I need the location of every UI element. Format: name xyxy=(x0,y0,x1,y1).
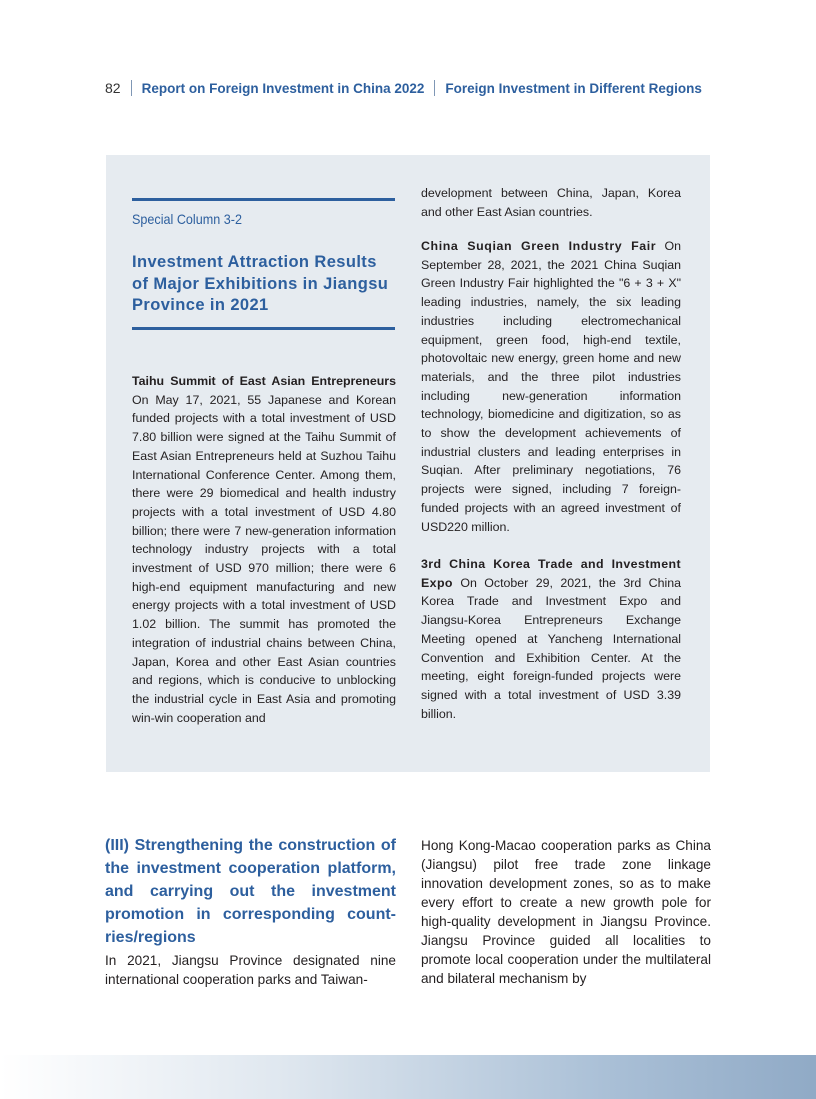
section-heading: (III) Strengthening the construction of the investment cooperation platform, and carrying out the investment promotion in corresponding count-ries/regions xyxy=(105,837,396,946)
suqian-fair-heading: China Suqian Green Industry Fair xyxy=(421,239,657,253)
section-paragraph-right: Hong Kong-Macao cooperation parks as China (Jiangsu) pilot free trade zone linkage innovation development zones, so as to make every effort to create a new growth pole for high-quality development in Jiangsu Province. Jiangsu Province guided all localities to promote local cooperation under the multilateral and bilateral mechanism by xyxy=(421,838,711,986)
taihu-summit-paragraph xyxy=(132,372,396,727)
header-divider xyxy=(434,80,435,96)
korea-expo-text: On October 29, 2021, the 3rd China Korea Trade and Investment Expo and Jiangsu-Korea Entrepreneurs Exchange Meeting opened at Yancheng International Convention and Exhibition Center. At the meeting, eight foreign-funded projects were signed with a total investment of USD 3.39 billion. xyxy=(421,575,682,721)
column-top-rule xyxy=(132,198,395,201)
page-number: 82 xyxy=(105,80,121,96)
section-paragraph-left: In 2021, Jiangsu Province designated nine international cooperation parks and Taiwan- xyxy=(105,953,396,987)
footer-gradient-band xyxy=(0,1055,816,1099)
header-divider xyxy=(131,80,132,96)
suqian-fair-paragraph xyxy=(421,237,681,536)
suqian-fair-text: On September 28, 2021, the 2021 China Suqian Green Industry Fair highlighted the "6 + 3 + X" leading industries, namely, the six leading industries including electromechanical equipment, green food, high-end textile, photovoltaic new energy, green home and new materials, and the three pilot industries including new-generation information technology, biomedicine and digitization, so as to show the development achievements of industrial clusters and leading enterprises in Suqian. After preliminary negotiations, 76 projects were signed, including 7 foreign-funded projects with an agreed investment of USD220 million. xyxy=(421,239,681,534)
taihu-summit-text: On May 17, 2021, 55 Japanese and Korean funded projects with a total investment of USD 7.80 billion were signed at the Taihu Summit of East Asian Entrepreneurs held at Suzhou Taihu International Conference Center. Among them, there were 29 biomedical and health industry projects with a total investment of USD 4.80 billion; there were 7 new-generation information technology industry projects with a total investment of USD 970 million; there were 6 high-end equipment manufacturing and new energy projects with a total investment of USD 1.02 billion. The summit has promoted the integration of industrial chains between China, Japan, Korea and other East Asian countries and regions, which is conducive to unblocking the industrial cycle in East Asia and promoting win-win cooperation and xyxy=(132,392,396,725)
special-column-title: Investment Attraction Results of Major Exhibitions in Jiangsu Province in 2021 xyxy=(132,253,389,314)
running-header xyxy=(105,78,702,98)
special-column-label: Special Column 3-2 xyxy=(132,211,242,227)
taihu-summit-heading: Taihu Summit of East Asian Entrepreneurs xyxy=(132,374,396,388)
book-title: Report on Foreign Investment in China 2022 xyxy=(141,80,425,96)
korea-expo-heading: 3rd China Korea Trade and Investment Expo xyxy=(421,557,681,590)
korea-expo-paragraph xyxy=(421,555,681,723)
taihu-summit-continuation: development between China, Japan, Korea and other East Asian countries. xyxy=(421,186,681,219)
column-bottom-rule xyxy=(132,327,395,330)
chapter-title: Foreign Investment in Different Regions xyxy=(445,80,702,96)
